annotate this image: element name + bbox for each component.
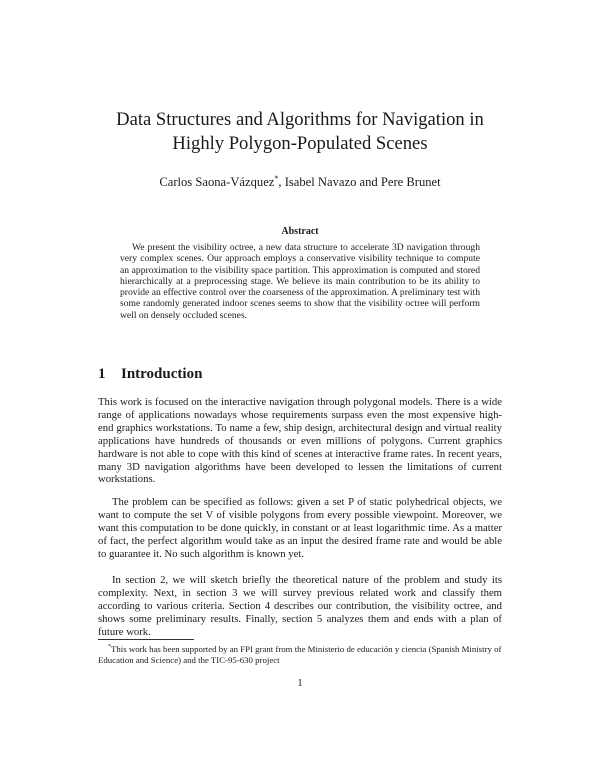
author-footnote-mark: * [274, 174, 279, 183]
title-line-1: Data Structures and Algorithms for Navigation in [116, 109, 484, 130]
footnote-mark: * [108, 644, 111, 650]
first-author: Carlos Saona-Vázquez [159, 175, 275, 190]
page-number: 1 [297, 678, 303, 689]
footnote [98, 642, 502, 666]
intro-paragraph-1: This work is focused on the interactive navigation through polygonal models. There is a wide range of applications nowadays whose requirements surpass even the most expensive high-end graphics workstations. To name a few, ship design, architectural design and virtual reality applications have hundreds of thousands or even millions of polygons. Current graphics hardware is not able to cope with this kind of scenes at interactive frame rates. In recent years, many 3D navigation algorithms have been developed to lessen the limitations of current workstations. [98, 396, 502, 486]
footnote-divider [98, 639, 194, 640]
title-line-2: Highly Polygon-Populated Scenes [172, 133, 428, 154]
paper-title [60, 108, 540, 156]
author-list [60, 171, 540, 190]
intro-paragraph-2: The problem can be specified as follows: given a set P of static polyhedrical objects, we want to compute the set V of visible polygons from every possible viewpoint. Moreover, we want this computation to be done quickly, in constant or at least logarithmic time. As a matter of fact, the perfect algorithm would take as an input the desired frame rate and would be able to guarantee it. No such algorithm is known yet. [98, 496, 502, 560]
section-heading [98, 364, 202, 384]
section-number: 1 [98, 366, 106, 382]
abstract-text: We present the visibility octree, a new data structure to accelerate 3D navigation through very complex scenes. Our approach employs a conservative visibility technique to compute an approximation to the visibility space partition. This approximation is computed and stored hierarchically at a preprocessing stage. We believe its main contribution to be its ability to provide an effective control over the coarseness of the approximation. A preliminary test with some randomly generated indoor scenes seems to show that the visibility octree will perform well on densely occluded scenes. [120, 242, 480, 321]
other-authors: , Isabel Navazo and Pere Brunet [278, 175, 441, 190]
footnote-text: This work has been supported by an FPI grant from the Ministerio de educación y ciencia (Spanish Ministry of Education and Science) and the TIC-95-630 project [98, 643, 502, 665]
section-title: Introduction [121, 366, 203, 382]
abstract-heading: Abstract [281, 226, 319, 237]
intro-paragraph-3: In section 2, we will sketch briefly the theoretical nature of the problem and study its complexity. Next, in section 3 we will survey previous related work and classify them according to various criteria. Section 4 describes our contribution, the visibility octree, and shows some preliminary results. Finally, section 5 analyzes them and ends with a plan of future work. [98, 574, 502, 638]
